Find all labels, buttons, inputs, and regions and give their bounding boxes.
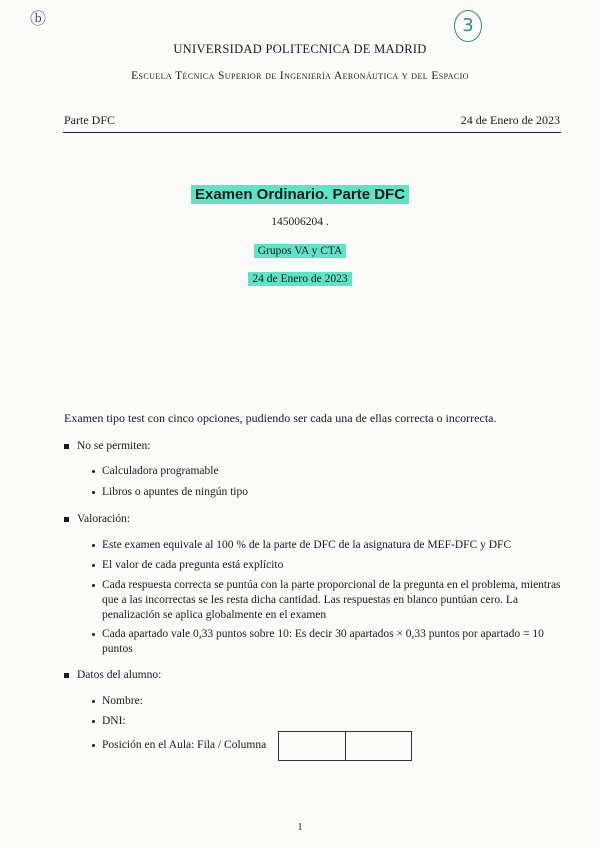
bullet-dot bbox=[92, 584, 95, 587]
section-grading-heading bbox=[64, 513, 130, 525]
list-item-text: Cada apartado vale 0,33 puntos sobre 10: Es decir 30 apartados × 0,33 puntos por apartado = 10 puntos bbox=[102, 628, 544, 655]
list-item bbox=[92, 627, 562, 657]
section-not-allowed-heading bbox=[64, 440, 150, 452]
student-dni-field bbox=[92, 714, 126, 729]
school-name: Escuela Técnica Superior de Ingeniería Aeronáutica y del Espacio bbox=[131, 70, 469, 82]
section-heading-text: Datos del alumno: bbox=[77, 669, 162, 681]
header-rule bbox=[63, 132, 561, 133]
exam-intro: Examen tipo test con cinco opciones, pudiendo ser cada una de ellas correcta o incorrecta. bbox=[64, 411, 497, 425]
header-date: 24 de Enero de 2023 bbox=[460, 113, 560, 127]
list-item bbox=[92, 485, 248, 500]
position-input-box[interactable] bbox=[278, 731, 412, 761]
square-bullet bbox=[64, 673, 69, 678]
student-name-field bbox=[92, 694, 143, 709]
bullet-dot bbox=[92, 544, 95, 547]
exam-date bbox=[0, 273, 600, 285]
list-item bbox=[92, 558, 283, 573]
square-bullet bbox=[64, 517, 69, 522]
field-label: Posición en el Aula: Fila / Columna bbox=[102, 739, 267, 751]
exam-date-text: 24 de Enero de 2023 bbox=[248, 272, 351, 286]
list-item bbox=[92, 578, 562, 623]
exam-title-text: Examen Ordinario. Parte DFC bbox=[191, 185, 409, 204]
exam-code: 145006204 . bbox=[271, 216, 329, 228]
bullet-dot bbox=[92, 564, 95, 567]
exam-title bbox=[0, 186, 600, 203]
header-part: Parte DFC bbox=[64, 113, 115, 127]
bullet-dot bbox=[92, 720, 95, 723]
list-item bbox=[92, 464, 219, 479]
bullet-dot bbox=[92, 491, 95, 494]
section-heading-text: Valoración: bbox=[77, 513, 131, 525]
student-position-field bbox=[92, 738, 266, 753]
exam-groups bbox=[0, 245, 600, 257]
bullet-dot bbox=[92, 633, 95, 636]
handwritten-corner-mark: ⓑ bbox=[30, 9, 47, 28]
bullet-dot bbox=[92, 744, 95, 747]
exam-groups-text: Grupos VA y CTA bbox=[254, 244, 347, 258]
list-item bbox=[92, 538, 511, 553]
column-input-cell[interactable] bbox=[346, 732, 412, 760]
list-item-text: Calculadora programable bbox=[102, 465, 219, 477]
list-item-text: Cada respuesta correcta se puntúa con la parte proporcional de la pregunta en el problema, mientras que a las incorrectas se les resta dicha cantidad. Las respuestas en blanco puntúan cero. La penalización se aplica globalmente en el examen bbox=[102, 579, 561, 621]
section-student-heading bbox=[64, 669, 161, 681]
list-item-text: Este examen equivale al 100 % de la parte de DFC de la asignatura de MEF-DFC y DFC bbox=[102, 539, 512, 551]
row-input-cell[interactable] bbox=[279, 732, 346, 760]
list-item-text: El valor de cada pregunta está explícito bbox=[102, 559, 284, 571]
handwritten-circled-number: 3 bbox=[454, 10, 482, 42]
university-name: UNIVERSIDAD POLITECNICA DE MADRID bbox=[173, 42, 427, 56]
field-label: Nombre: bbox=[102, 695, 143, 707]
field-label: DNI: bbox=[102, 715, 126, 727]
page-number: 1 bbox=[297, 822, 303, 833]
bullet-dot bbox=[92, 470, 95, 473]
bullet-dot bbox=[92, 700, 95, 703]
section-heading-text: No se permiten: bbox=[77, 440, 151, 452]
square-bullet bbox=[64, 444, 69, 449]
list-item-text: Libros o apuntes de ningún tipo bbox=[102, 486, 248, 498]
